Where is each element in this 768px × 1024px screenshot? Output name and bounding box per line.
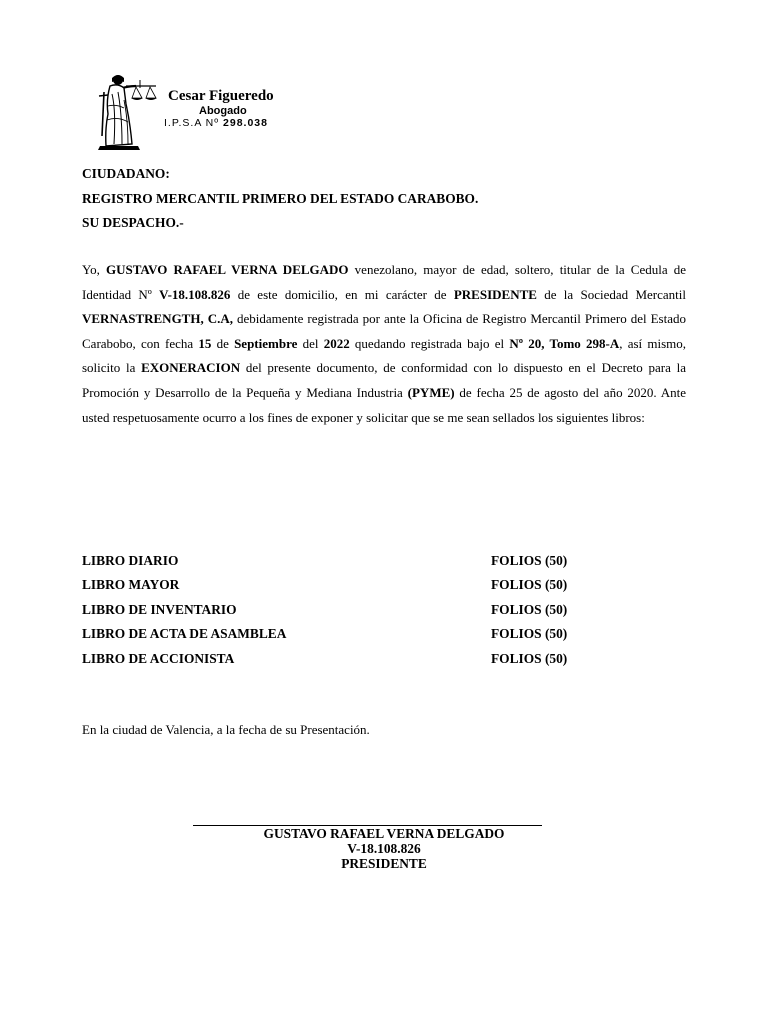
- body-bold-company: VERNASTRENGTH, C.A,: [82, 311, 233, 327]
- body-text: debidamente registrada por ante la Oficina de Registro Mercantil Primero del Estado Carabobo, con fecha: [82, 311, 686, 351]
- book-folios: FOLIOS (50): [491, 650, 568, 666]
- body-text: de este domicilio, en mi carácter de: [230, 286, 454, 302]
- body-bold-exoneracion: EXONERACION: [141, 360, 241, 376]
- list-item: [82, 573, 602, 597]
- book-name: LIBRO DE ACCIONISTA: [82, 650, 235, 666]
- signature-name: GUSTAVO RAFAEL VERNA DELGADO: [263, 826, 505, 841]
- list-item: [82, 647, 602, 671]
- body-text: de: [211, 335, 235, 351]
- addressee-line-registry: REGISTRO MERCANTIL PRIMERO DEL ESTADO CARABOBO.: [82, 190, 479, 206]
- body-bold-name: GUSTAVO RAFAEL VERNA DELGADO: [105, 262, 349, 277]
- lawyer-title: Abogado: [199, 105, 247, 117]
- signature-role: PRESIDENTE: [341, 856, 427, 871]
- body-bold-year: 2022: [323, 335, 350, 351]
- addressee-block: [82, 162, 478, 236]
- ipsa-number: 298.038: [223, 117, 268, 129]
- book-name: LIBRO DIARIO: [82, 553, 179, 568]
- addressee-line-ciudadano: CIUDADANO:: [82, 166, 170, 181]
- ipsa-registration: [164, 117, 268, 129]
- body-paragraph: [82, 258, 686, 430]
- lady-justice-logo-icon: [96, 70, 162, 152]
- body-text: quedando registrada bajo el: [349, 335, 510, 351]
- body-text: del presente documento, de conformidad con lo dispuesto en el Decreto para la Promoción y Desarrollo de la Pequeña y Mediana Industria: [82, 360, 686, 400]
- signature-block: [193, 826, 575, 871]
- book-folios: FOLIOS (50): [491, 601, 568, 617]
- body-text: del: [297, 335, 324, 351]
- book-name: LIBRO DE INVENTARIO: [82, 601, 237, 617]
- book-name: LIBRO DE ACTA DE ASAMBLEA: [82, 626, 287, 642]
- ipsa-label: I.P.S.A Nº: [164, 117, 220, 129]
- list-item: [82, 622, 602, 646]
- lawyer-name: Cesar Figueredo: [168, 88, 274, 104]
- body-bold-role: PRESIDENTE: [453, 286, 537, 302]
- body-text: Yo,: [82, 262, 106, 277]
- list-item: [82, 549, 602, 573]
- list-item: [82, 598, 602, 622]
- addressee-line-despacho: SU DESPACHO.-: [82, 215, 184, 230]
- body-bold-id: V-18.108.826: [159, 286, 231, 302]
- body-text: de fecha 25 de agosto del año 2020. Ante usted respetuosamente ocurro a los fines de exponer y solicitar que se me sean sellados los siguientes libros:: [82, 384, 687, 425]
- books-list: [82, 549, 602, 671]
- body-bold-month: Septiembre: [234, 335, 298, 351]
- signature-id: V-18.108.826: [347, 841, 421, 856]
- book-name: LIBRO MAYOR: [82, 577, 180, 593]
- book-folios: FOLIOS (50): [491, 626, 568, 642]
- body-bold-pyme: (PYME): [407, 384, 455, 400]
- body-bold-day: 15: [198, 335, 212, 351]
- body-text: de la Sociedad Mercantil: [536, 286, 687, 302]
- closing-sentence: En la ciudad de Valencia, a la fecha de su Presentación.: [82, 722, 370, 737]
- book-folios: FOLIOS (50): [491, 553, 568, 568]
- body-text: venezolano, mayor de edad, soltero, titular de la Cedula de Identidad Nº: [82, 262, 687, 302]
- body-text: , así mismo, solicito la: [82, 335, 687, 376]
- body-bold-registry-number: Nº 20, Tomo 298-A: [509, 335, 620, 351]
- book-folios: FOLIOS (50): [491, 577, 568, 593]
